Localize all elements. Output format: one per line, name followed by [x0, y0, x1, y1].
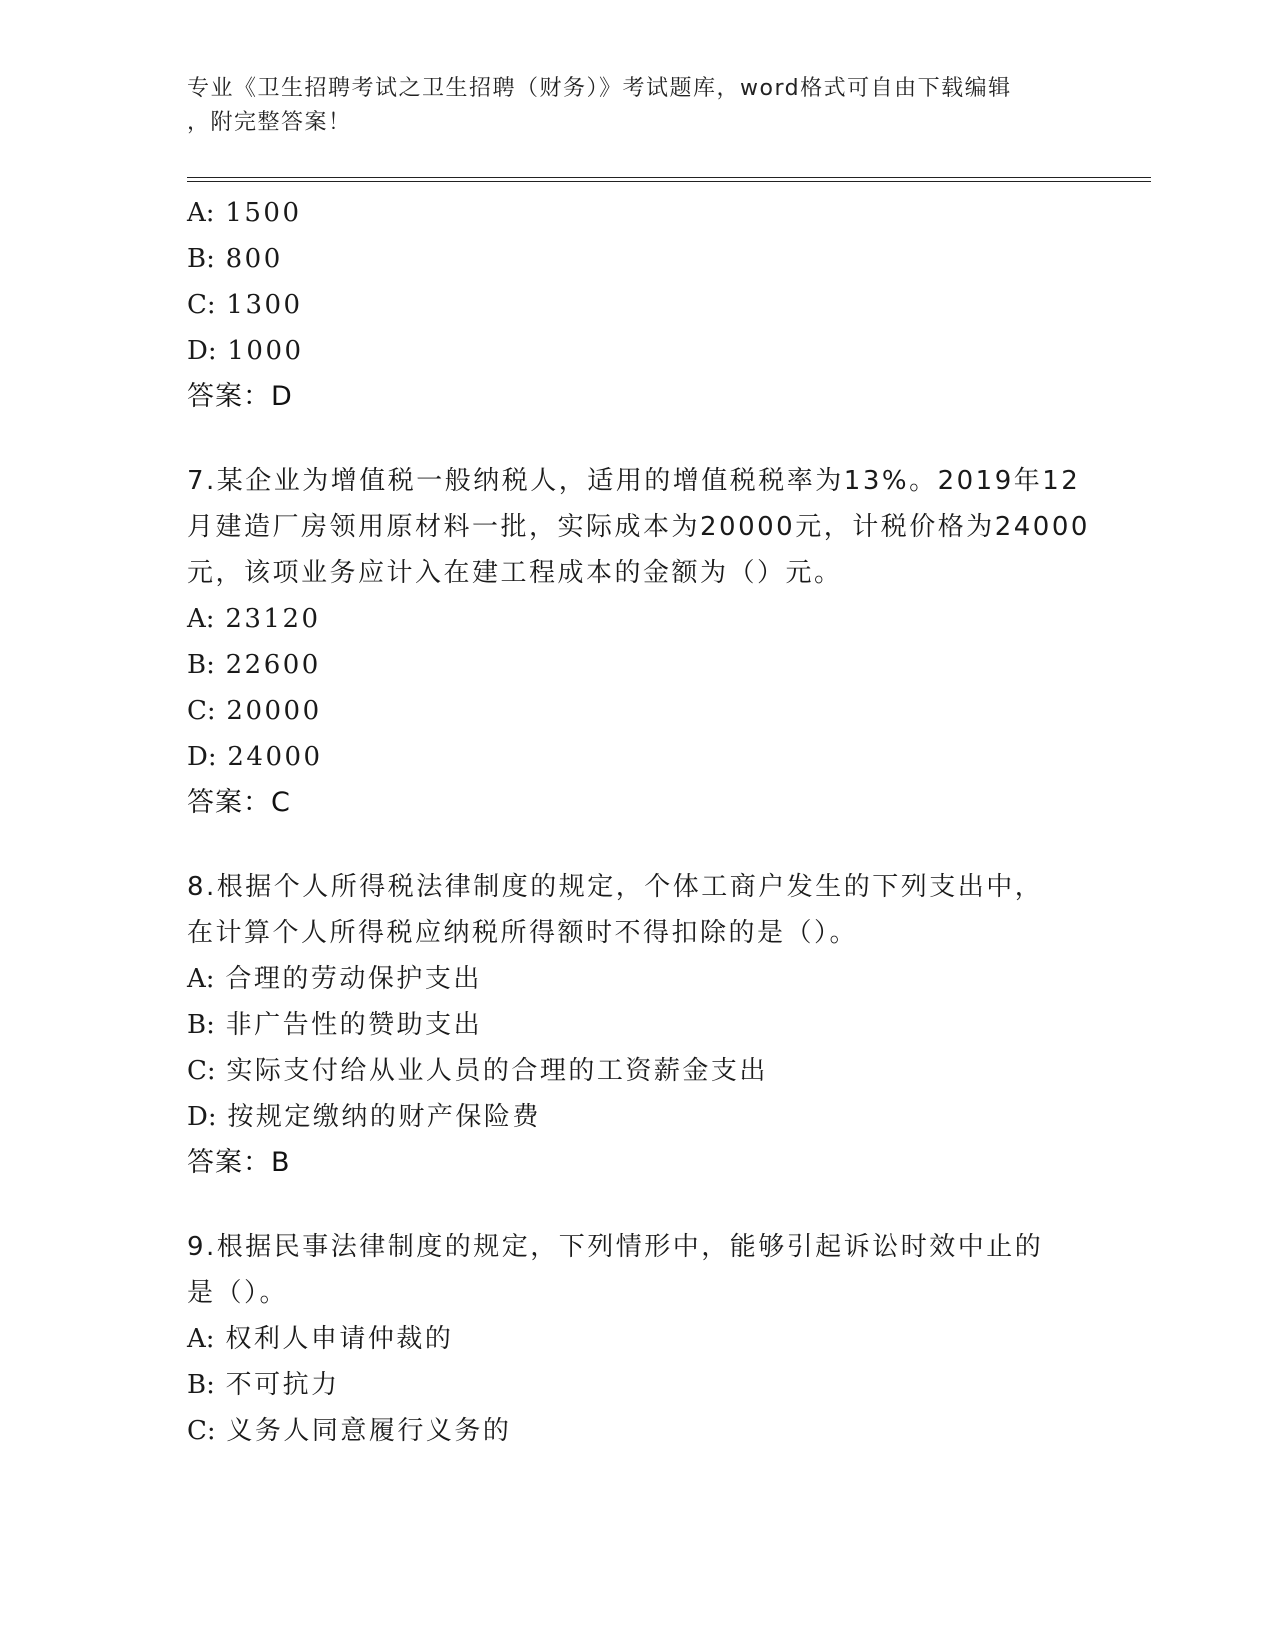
- option-c: [187, 688, 1087, 734]
- header-divider-top: [187, 177, 1151, 178]
- option-label: A:: [187, 964, 215, 994]
- option-text: 实际支付给从业人员的合理的工资薪金支出: [226, 1056, 768, 1086]
- option-label: D:: [187, 336, 217, 366]
- document-header: [187, 72, 1077, 140]
- question-6: [187, 190, 1087, 420]
- option-text: 1000: [227, 336, 304, 366]
- answer: 答案：C: [187, 787, 291, 818]
- option-label: C:: [187, 1056, 216, 1086]
- answer: 答案：B: [187, 1147, 291, 1178]
- option-b: [187, 642, 1087, 688]
- option-text: 义务人同意履行义务的: [226, 1416, 512, 1446]
- option-a: [187, 190, 1087, 236]
- question-list: [187, 190, 1090, 1454]
- option-b: [187, 236, 1087, 282]
- question-text-line: 是（）。: [187, 1278, 289, 1308]
- header-line-1: 专业《卫生招聘考试之卫生招聘（财务）》考试题库，word格式可自由下载编辑: [187, 76, 1012, 101]
- option-a: [187, 1316, 1087, 1362]
- question-text-line: 月建造厂房领用原材料一批，实际成本为20000元，计税价格为24000: [187, 512, 1090, 542]
- option-text: 非广告性的赞助支出: [225, 1010, 483, 1040]
- option-a: [187, 956, 1087, 1002]
- option-text: 不可抗力: [225, 1370, 340, 1400]
- option-text: 按规定缴纳的财产保险费: [227, 1102, 541, 1132]
- option-label: C:: [187, 290, 216, 320]
- option-label: D:: [187, 1102, 217, 1132]
- option-c: [187, 1408, 1087, 1454]
- option-b: [187, 1362, 1087, 1408]
- question-text-line: 元，该项业务应计入在建工程成本的金额为（）元。: [187, 558, 843, 588]
- option-text: 800: [225, 244, 283, 274]
- option-label: B:: [187, 1010, 215, 1040]
- option-c: [187, 282, 1087, 328]
- option-c: [187, 1048, 1087, 1094]
- option-text: 23120: [225, 604, 321, 634]
- answer: 答案：D: [187, 381, 293, 412]
- option-text: 24000: [227, 742, 323, 772]
- option-label: B:: [187, 1370, 215, 1400]
- option-d: [187, 1094, 1087, 1140]
- option-label: A:: [187, 198, 215, 228]
- option-b: [187, 1002, 1087, 1048]
- option-a: [187, 596, 1087, 642]
- option-label: A:: [187, 604, 215, 634]
- option-label: C:: [187, 696, 216, 726]
- header-line-2: ，附完整答案！: [187, 110, 352, 135]
- option-text: 22600: [225, 650, 321, 680]
- question-text-line: 在计算个人所得税应纳税所得额时不得扣除的是（）。: [187, 918, 859, 948]
- option-text: 20000: [226, 696, 322, 726]
- question-9: [187, 1224, 1087, 1454]
- option-d: [187, 734, 1087, 780]
- question-text-line: 7.某企业为增值税一般纳税人，适用的增值税税率为13%。2019年12: [187, 466, 1081, 496]
- option-text: 1500: [225, 198, 302, 228]
- option-label: B:: [187, 244, 215, 274]
- option-text: 合理的劳动保护支出: [225, 964, 482, 994]
- option-d: [187, 328, 1087, 374]
- question-8: [187, 864, 1087, 1186]
- option-label: C:: [187, 1416, 216, 1446]
- question-text-line: 9.根据民事法律制度的规定，下列情形中，能够引起诉讼时效中止的: [187, 1232, 1044, 1262]
- option-text: 权利人申请仲裁的: [225, 1324, 454, 1354]
- question-text-line: 8.根据个人所得税法律制度的规定，个体工商户发生的下列支出中，: [187, 872, 1044, 902]
- option-text: 1300: [226, 290, 303, 320]
- option-label: A:: [187, 1324, 215, 1354]
- option-label: B:: [187, 650, 215, 680]
- option-label: D:: [187, 742, 217, 772]
- question-7: [187, 458, 1090, 826]
- header-divider-bottom: [187, 181, 1151, 182]
